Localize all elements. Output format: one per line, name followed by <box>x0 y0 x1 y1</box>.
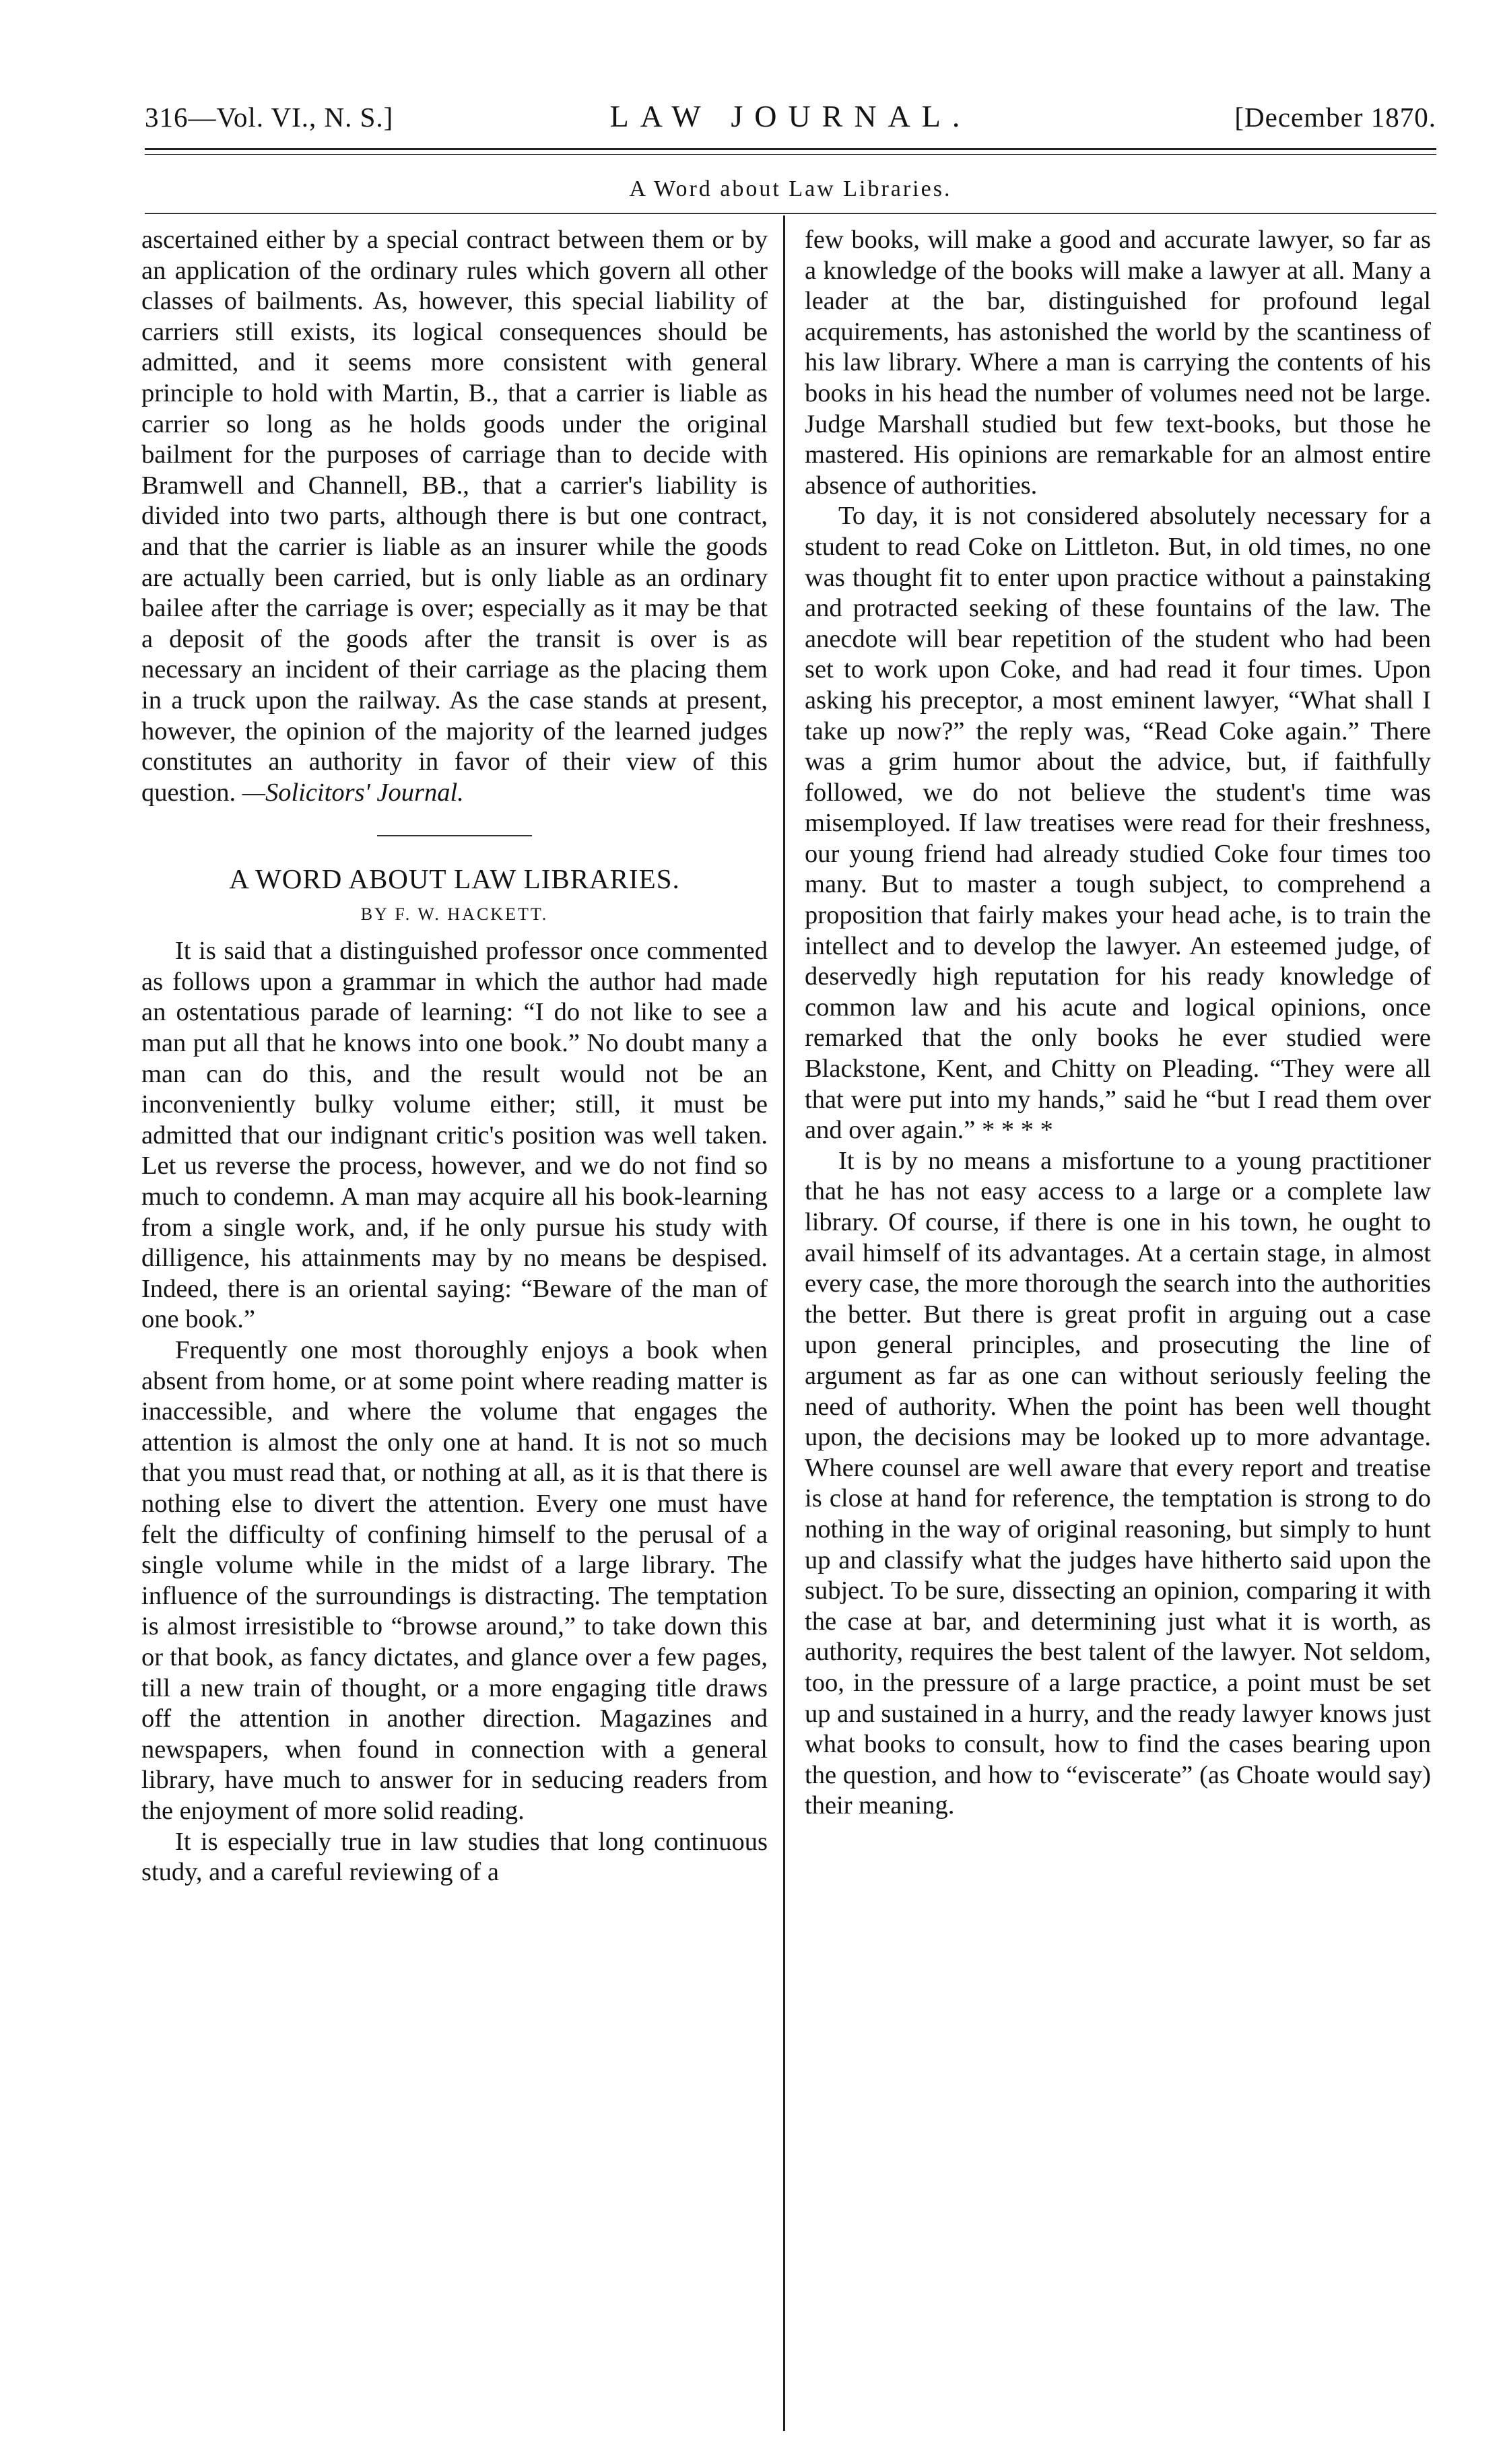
running-title-rule <box>145 213 1436 214</box>
source-citation: —Solicitors' Journal. <box>242 778 464 807</box>
article-paragraph: Frequently one most thoroughly enjoys a book when absent from home, or at some point where reading matter is inaccessible, and where the volume that engages the attention is almost the only one at hand. It is not so much that you must read that, or nothing at all, as it is that there is nothing else to divert the attention. Every one must have felt the difficulty of confining himself to the perusal of a single volume while in the midst of a large library. The influence of the surroundings is distracting. The temptation is almost irresistible to “browse around,” to take down this or that book, as fancy dictates, and glance over a few pages, till a new train of thought, or a more engaging title draws off the attention in another direction. Magazines and newspapers, when found in connection with a general library, have much to answer for in seducing readers from the enjoyment of more solid reading. <box>141 1336 768 1825</box>
article-paragraph: It is said that a distinguished professor once commented as follows upon a grammar in which the author had made an ostentatious parade of learning: “I do not like to see a man put all that he knows into one book.” No doubt many a man can do this, and the result would not be an inconveniently bulky volume either; still, it must be admitted that our indignant critic's position was well taken. Let us reverse the process, however, and we do not find so much to condemn. A man may acquire all his book-learning from a single work, and, if he only pursue his study with dilligence, his attainments may by no means be despised. Indeed, there is an oriental saying: “Beware of the man of one book.” <box>141 937 768 1334</box>
continued-paragraph <box>141 225 768 808</box>
journal-title: LAW JOURNAL. <box>609 99 972 133</box>
column-divider <box>783 215 785 2431</box>
left-column <box>141 225 768 1888</box>
article-paragraph: It is by no means a misfortune to a young practitioner that he has not easy access to a large or a complete law library. Of course, if there is one in his town, he ought to avail himself of its advantages. At a certain stage, in almost every case, the more thorough the search into the authorities the better. But there is great profit in arguing out a case upon general principles, and prosecuting the line of argument as far as one can without seriously feeling the need of authority. When the point has been well thought upon, the decisions may be looked up to more advantage. Where counsel are well aware that every report and treatise is close at hand for reference, the temptation is strong to do nothing in the way of original reasoning, but simply to hunt up and classify what the judges have hitherto said upon the subject. To be sure, dissecting an opinion, comparing it with the case at bar, and determining just what it is worth, as authority, requires the best talent of the lawyer. Not seldom, too, in the pressure of a large practice, a point must be set up and sustained in a hurry, and the ready lawyer knows just what books to consult, how to find the cases bearing upon the question, and how to “eviscerate” (as Choate would say) their meaning. <box>805 1146 1431 1820</box>
header-rule-thin <box>145 154 1436 155</box>
article-title: A WORD ABOUT LAW LIBRARIES. <box>229 863 680 895</box>
page-number-volume: 316—Vol. VI., N. S.] <box>145 102 394 133</box>
running-title: A Word about Law Libraries. <box>629 176 952 201</box>
article-byline: BY F. W. HACKETT. <box>360 904 549 925</box>
article-paragraph: few books, will make a good and accurate lawyer, so far as a knowledge of the books will make a lawyer at all. Many a leader at the bar, distinguished for profound legal acquirements, has astonished the world by the scantiness of his law library. Where a man is carrying the contents of his books in his head the number of volumes need not be large. Judge Marshall studied but few text-books, but those he mastered. His opinions are remarkable for an almost entire absence of authorities. <box>805 226 1431 500</box>
issue-date: [December 1870. <box>1234 102 1436 133</box>
page-header <box>145 89 1436 143</box>
right-column <box>805 225 1431 1822</box>
section-separator <box>377 835 532 836</box>
article-paragraph: It is especially true in law studies that long continuous study, and a careful reviewing of a <box>141 1827 768 1887</box>
continued-paragraph-text: ascertained either by a special contract between them or by an application of the ordinary rules which govern all other classes of bailments. As, however, this special liability of carriers still exists, its logical consequences should be admitted, and it seems more consistent with general principle to hold with Martin, B., that a carrier is liable as carrier so long as he holds goods under the original bailment for the purposes of carriage than to decide with Bramwell and Channell, BB., that a carrier's liability is divided into two parts, although there is but one contract, and that the carrier is liable as an insurer while the goods are actually been carried, but is only liable as an ordinary bailee after the carriage is over; especially as it may be that a deposit of the goods after the transit is over is as necessary an incident of their carriage as the placing them in a truck upon the railway. As the case stands at present, however, the opinion of the majority of the learned judges constitutes an authority in favor of their view of this question. <box>141 226 768 807</box>
article-paragraph: To day, it is not considered absolutely necessary for a student to read Coke on Littleton. But, in old times, no one was thought fit to enter upon practice without a painstaking and protracted seeking of these fountains of the law. The anecdote will bear repetition of the student who had been set to work upon Coke, and had read it four times. Upon asking his preceptor, a most eminent lawyer, “What shall I take up now?” the reply was, “Read Coke again.” There was a grim humor about the advice, but, if faithfully followed, we do not believe the student's time was misemployed. If law treatises were read for their freshness, our young friend had already studied Coke four times too many. But to master a tough subject, to comprehend a proposition that fairly makes your head ache, is to train the intellect and to develop the lawyer. An esteemed judge, of deservedly high reputation for his ready knowledge of common law and his acute and logical opinions, once remarked that the only books he ever studied were Blackstone, Kent, and Chitty on Pleading. “They were all that were put into my hands,” said he “but I read them over and over again.” * * * * <box>805 502 1431 1145</box>
header-rule-thick <box>145 148 1436 150</box>
